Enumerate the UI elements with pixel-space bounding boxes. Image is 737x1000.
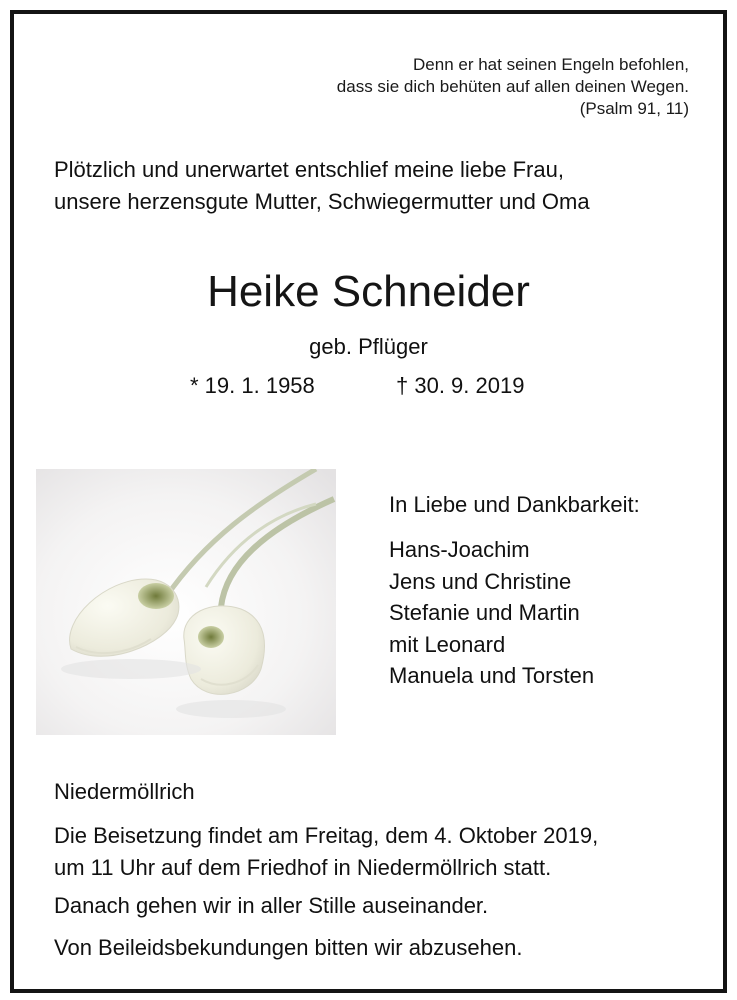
- mourner-name: mit Leonard: [389, 631, 506, 657]
- calla-lilies-photo: [36, 469, 336, 735]
- thanks-heading: In Liebe und Dankbarkeit:: [389, 492, 640, 517]
- burial-line-2: um 11 Uhr auf dem Friedhof in Niedermöllrich statt.: [54, 855, 552, 880]
- burial-notice: [54, 820, 704, 884]
- mourner-name: Jens und Christine: [389, 568, 572, 594]
- verse-line-1: Denn er hat seinen Engeln befohlen,: [413, 55, 689, 74]
- verse-line-2: dass sie dich behüten auf allen deinen Wegen.: [336, 77, 689, 96]
- death-date: † 30. 9. 2019: [396, 373, 525, 398]
- deceased-name: Heike Schneider: [207, 267, 530, 316]
- mourner-list: [389, 534, 594, 692]
- obituary-frame: [10, 10, 727, 993]
- after-notice: Danach gehen wir in aller Stille auseinander.: [54, 893, 489, 918]
- maiden-name: geb. Pflüger: [309, 334, 428, 359]
- bible-verse: [337, 54, 689, 120]
- mourner-name: Manuela und Torsten: [389, 663, 595, 688]
- intro-line-1: Plötzlich und unerwartet entschlief meine liebe Frau,: [54, 157, 564, 182]
- intro-text: [54, 154, 694, 218]
- condolence-notice: Von Beileidsbekundungen bitten wir abzusehen.: [54, 935, 523, 960]
- verse-source: (Psalm 91, 11): [579, 99, 689, 118]
- intro-line-2: unsere herzensgute Mutter, Schwiegermutter und Oma: [54, 189, 590, 214]
- mourner-name: Hans-Joachim: [389, 537, 530, 562]
- place-name: Niedermöllrich: [54, 779, 195, 804]
- birth-date: * 19. 1. 1958: [190, 373, 315, 398]
- burial-line-1: Die Beisetzung findet am Freitag, dem 4. Oktober 2019,: [54, 823, 599, 848]
- mourner-name: Stefanie und Martin: [389, 600, 580, 625]
